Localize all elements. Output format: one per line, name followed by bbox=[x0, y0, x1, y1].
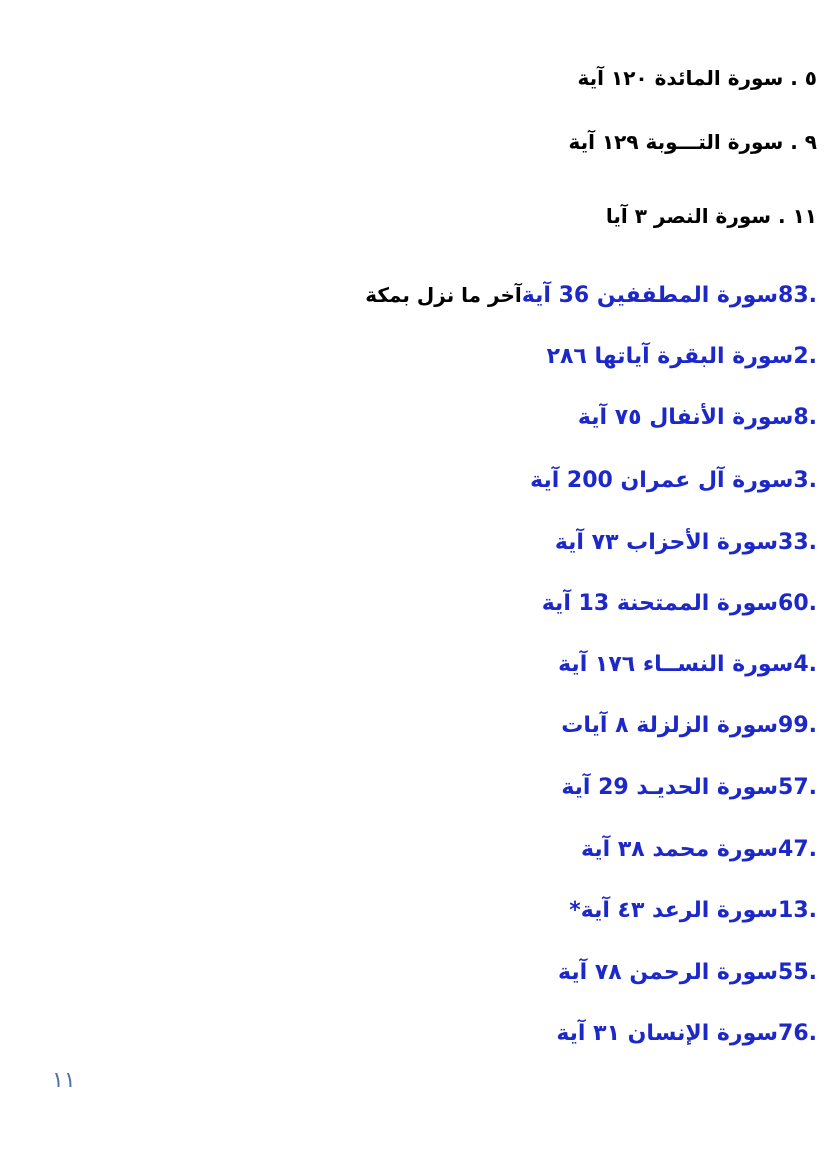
surah-item-8: .57سورة الحديـد 29 آية bbox=[561, 775, 817, 800]
surah-item-12: .76سورة الإنسان ٣١ آية bbox=[556, 1021, 817, 1046]
surah-item-2: .8سورة الأنفال ٧٥ آية bbox=[577, 405, 817, 430]
intro-line-black: آخر ما نزل بمكة bbox=[365, 283, 522, 307]
surah-item-5: .60سورة الممتحنة 13 آية bbox=[541, 591, 817, 616]
surah-item-3: .3سورة آل عمران 200 آية bbox=[530, 468, 817, 493]
page-number: ١١ bbox=[52, 1068, 76, 1093]
surah-item-10: .13سورة الرعد ٤٣ آية* bbox=[569, 898, 817, 923]
surah-item-1: .2سورة البقرة آياتها ٢٨٦ bbox=[546, 344, 817, 369]
intro-line-blue: .83سورة المطففين 36 آية bbox=[521, 283, 817, 308]
intro-line bbox=[365, 283, 817, 308]
surah-item-4: .33سورة الأحزاب ٧٣ آية bbox=[554, 530, 817, 555]
header-line-1: ٥ . سورة المائدة ١٢٠ آية bbox=[577, 66, 817, 90]
surah-item-11: .55سورة الرحمن ٧٨ آية bbox=[558, 960, 817, 985]
header-line-3: ١١ . سورة النصر ٣ آيا bbox=[605, 204, 817, 228]
surah-item-7: .99سورة الزلزلة ٨ آيات bbox=[561, 713, 817, 738]
header-line-2: ٩ . سورة التـــوبة ١٢٩ آية bbox=[568, 130, 817, 154]
surah-item-9: .47سورة محمد ٣٨ آية bbox=[581, 837, 817, 862]
surah-item-6: .4سورة النســاء ١٧٦ آية bbox=[558, 652, 817, 677]
